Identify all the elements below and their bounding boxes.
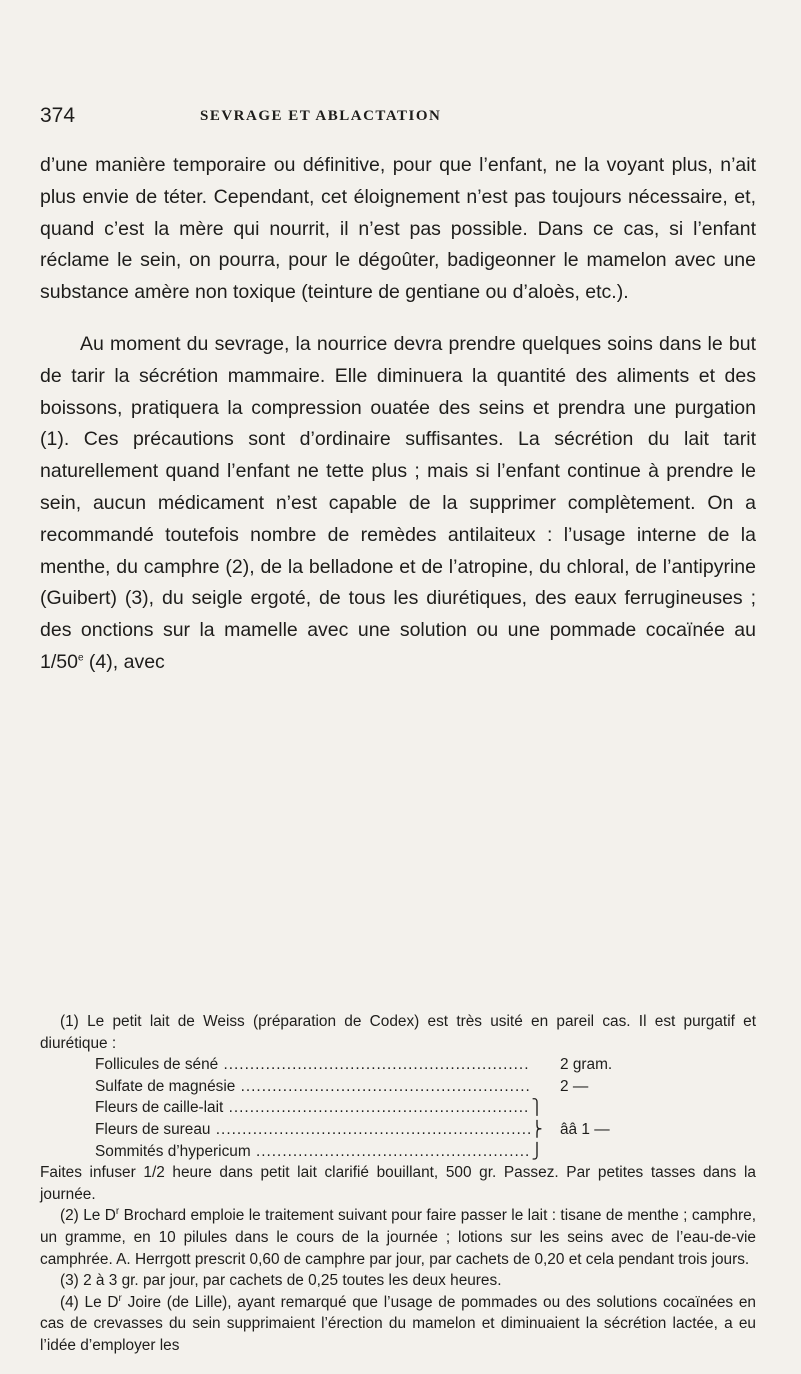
footnote-2 xyxy=(40,1205,756,1270)
footnote-4-text: Joire (de Lille), ayant remarqué que l’usage de pommades ou des solutions cocaïnées en cas de crevasses du sein supprimaient l’érection du mamelon et diminuaient la sécrétion lactée, a eu l’idée d’employer les xyxy=(40,1293,756,1354)
brace-middle: ⎬ xyxy=(531,1120,543,1138)
recipe-ingredient: Follicules de séné ..... xyxy=(95,1054,530,1076)
footnote-1-end: Faites infuser 1/2 heure dans petit lait clarifié bouillant, 500 gr. Passez. Par petites tasses dans la journée. xyxy=(40,1164,756,1203)
recipe-row xyxy=(95,1141,725,1163)
running-head: SEVRAGE ET ABLACTATION xyxy=(200,108,442,124)
brace-top: ⎫ xyxy=(531,1099,543,1117)
paragraph-2-superscript: e xyxy=(77,652,84,664)
recipe-row xyxy=(95,1054,725,1076)
recipe-quantity: 2 gram. xyxy=(560,1056,613,1074)
paragraph-2 xyxy=(40,329,756,679)
recipe-row xyxy=(95,1076,725,1098)
paragraph-2-end: (4), avec xyxy=(83,650,165,673)
footnote-4-superscript: r xyxy=(118,1292,122,1304)
recipe-quantity: 2 — xyxy=(560,1077,589,1095)
footnote-1-intro: (1) Le petit lait de Weiss (préparation de Codex) est très usité en pareil cas. Il est purgatif et diurétique : xyxy=(40,1013,756,1052)
recipe-ingredient: Sulfate de magnésie ..... xyxy=(95,1076,530,1098)
footnote-3: (3) 2 à 3 gr. par jour, par cachets de 0,25 toutes les deux heures. xyxy=(60,1272,502,1290)
recipe-table xyxy=(95,1054,725,1162)
recipe-row xyxy=(95,1119,725,1141)
footnote-4-start: (4) Le D xyxy=(60,1293,119,1311)
paragraph-2-text: Au moment du sevrage, la nourrice devra prendre quelques soins dans le but de tarir la sécrétion mammaire. Elle diminuera la quantité des aliments et des boissons, pratiquera la compression ouatée des seins et prendra une purgation (1). Ces précautions sont d’ordinaire suffisantes. La sécrétion du lait tarit naturellement quand l’enfant ne tette plus ; mais si l’enfant continue à prendre le sein, aucun médicament n’est capable de la supprimer complètement. On a recommandé toutefois nombre de remèdes antilaiteux : l’usage interne de la menthe, du camphre (2), de la belladone et de l’atropine, du chloral, de l’antipyrine (Guibert) (3), du seigle ergoté, de tous les diurétiques, des eaux ferrugineuses ; des onctions sur la mamelle avec une solution ou une pommade cocaïnée au 1/50 xyxy=(40,332,756,673)
recipe-quantity: ââ 1 — xyxy=(560,1120,610,1138)
footnote-2-text: Brochard emploie le traitement suivant pour faire passer le lait : tisane de menthe ; camphre, un gramme, en 10 pilules dans le cours de la journée ; lotions sur les seins avec de l’eau-de-vie camphrée. A. Herrgott prescrit 0,60 de camphre par jour, par cachets de 0,20 et cela pendant trois jours. xyxy=(40,1207,756,1268)
recipe-ingredient: Sommités d’hypericum ..... xyxy=(95,1141,530,1163)
footnote-4 xyxy=(40,1292,756,1357)
main-text xyxy=(40,150,756,679)
page-number: 374 xyxy=(40,104,76,127)
page-header xyxy=(40,92,760,132)
footnote-2-start: (2) Le D xyxy=(60,1207,116,1225)
footnotes xyxy=(40,1011,756,1357)
brace-bottom: ⎭ xyxy=(531,1142,543,1160)
recipe-ingredient: Fleurs de caille-lait ..... xyxy=(95,1097,530,1119)
footnote-2-superscript: r xyxy=(115,1206,120,1218)
paragraph-1: d’une manière temporaire ou définitive, pour que l’enfant, ne la voyant plus, n’ait plus envie de téter. Cependant, cet éloignement n’est pas toujours nécessaire, et, quand c’est la mère qui nourrit, il n’est pas possible. Dans ce cas, si l’enfant réclame le sein, on pourra, pour le dégoûter, badigeonner le mamelon avec une substance amère non toxique (teinture de gentiane ou d’aloès, etc.). xyxy=(40,154,756,304)
recipe-row xyxy=(95,1097,725,1119)
recipe-ingredient: Fleurs de sureau ..... xyxy=(95,1119,530,1141)
